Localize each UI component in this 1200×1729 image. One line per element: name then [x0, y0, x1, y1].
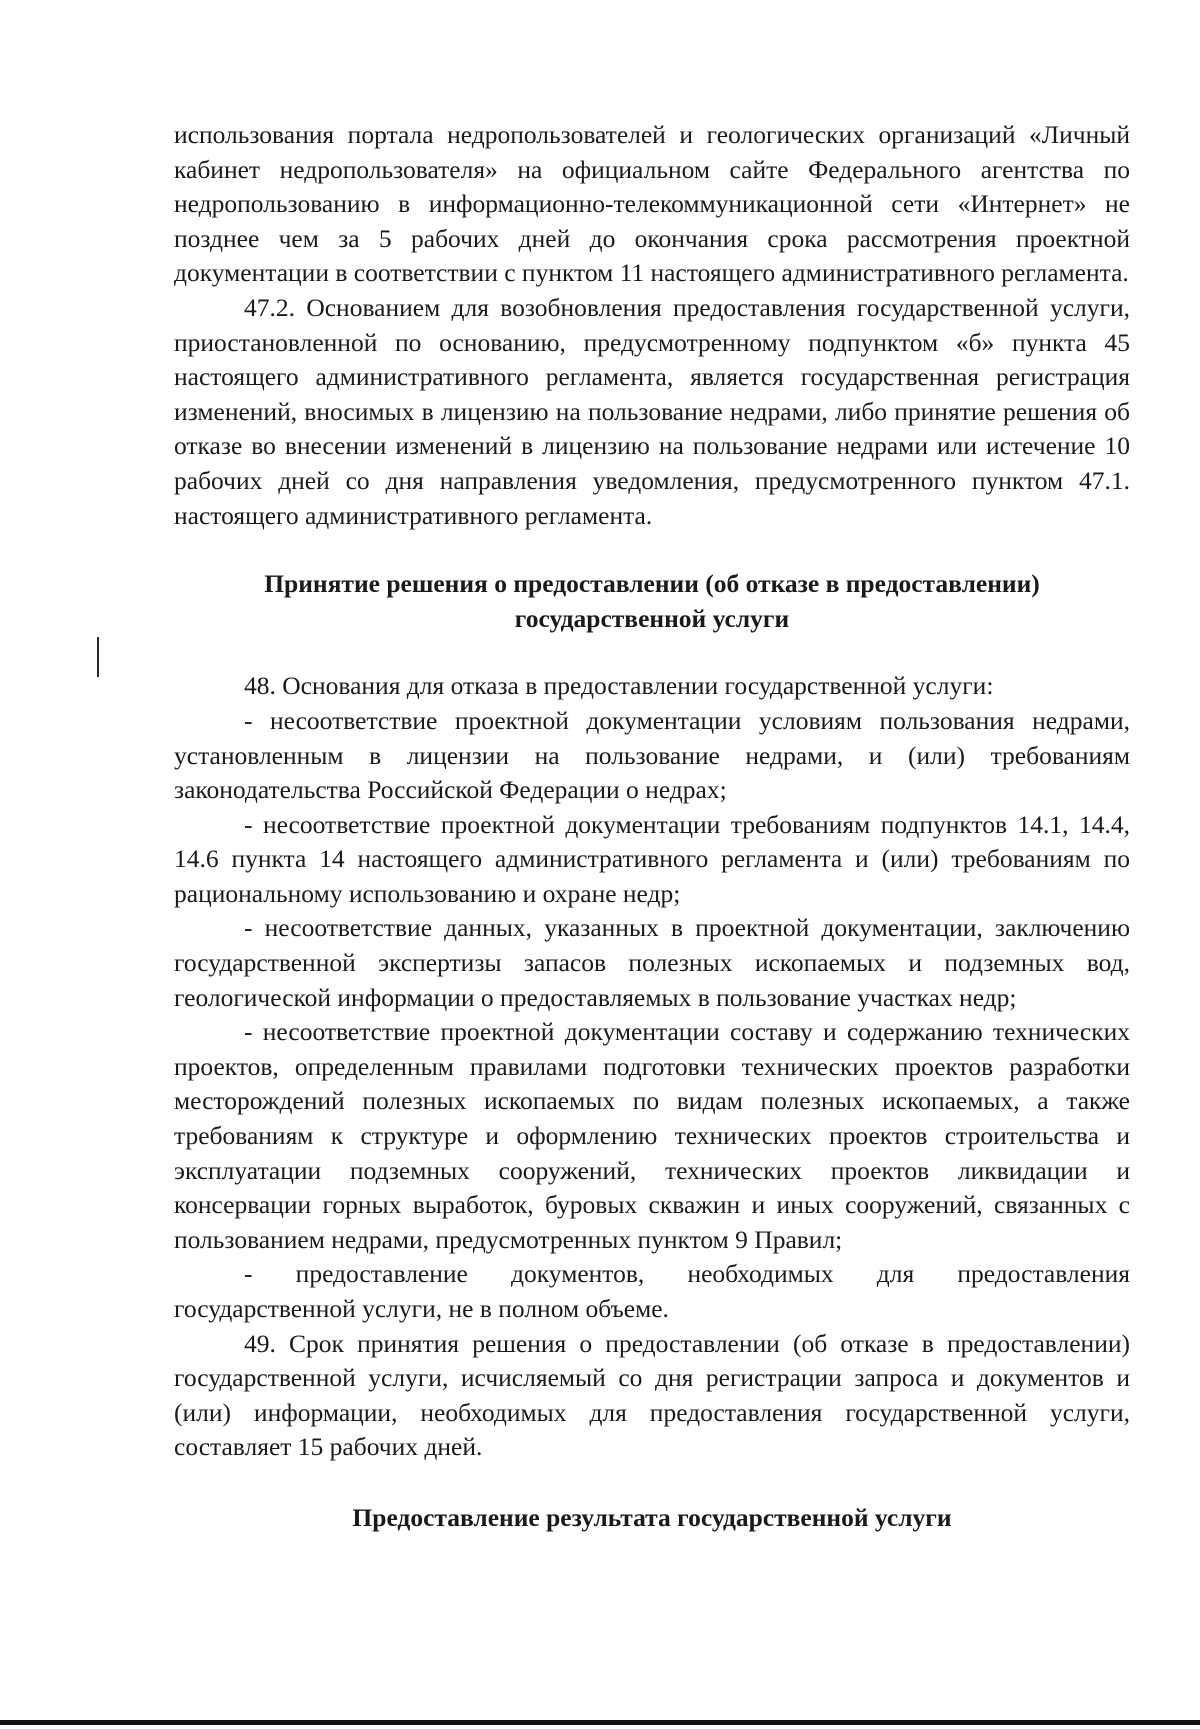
paragraph-47-2: 47.2. Основанием для возобновления предоставления государственной услуги, приостановленной по основанию, предусмотренному подпунктом «б» пункта 45 настоящего административного регламента, является государственная регистрация изменений, вносимых в лицензию на пользование недрами, либо принятие решения об отказе во внесении изменений в лицензию на пользование недрами или истечение 10 рабочих дней со дня направления уведомления, предусмотренного пунктом 47.1. настоящего административного регламента.: [174, 292, 1130, 530]
paragraph-48: 48. Основания для отказа в предоставлении государственной услуги:: [244, 671, 994, 701]
paragraph-49: 49. Срок принятия решения о предоставлении (об отказе в предоставлении) государственной услуги, исчисляемый со дня регистрации запроса и документов и (или) информации, необходимых для предоставления государственной услуги, составляет 15 рабочих дней.: [174, 1328, 1130, 1462]
document-page: [174, 118, 1130, 1536]
section-heading-decision-line2: государственной услуги: [514, 603, 790, 633]
paragraph-continuation: использования портала недропользователей и геологических организаций «Личный кабинет недропользователя» на официальном сайте Федерального агентства по недропользованию в информационно-телекоммуникационной сети «Интернет» не позднее чем за 5 рабочих дней до окончания срока рассмотрения проектной документации в соответствии с пунктом 11 настоящего административного регламента.: [174, 120, 1130, 288]
section-heading-result: Предоставление результата государственной услуги: [352, 1502, 952, 1532]
bottom-rule: [0, 1720, 1200, 1725]
section-heading-decision: [174, 567, 1130, 636]
margin-mark: [97, 637, 99, 677]
list-item-refusal-5: - предоставление документов, необходимых для предоставления государственной услуги, не в полном объеме.: [174, 1259, 1130, 1323]
list-item-refusal-2: - несоответствие проектной документации требованиям подпунктов 14.1, 14.4, 14.6 пункта 14 настоящего административного регламента и (или) требованиям по рациональному использованию и охране недр;: [174, 809, 1130, 908]
list-item-refusal-1: - несоответствие проектной документации условиям пользования недрами, установленным в лицензии на пользование недрами, и (или) требованиям законодательства Российской Федерации о недрах;: [174, 705, 1130, 805]
list-item-refusal-4: - несоответствие проектной документации составу и содержанию технических проектов, определенным правилами подготовки технических проектов разработки месторождений полезных ископаемых по видам полезных ископаемых, а также требованиям к структуре и оформлению технических проектов строительства и эксплуатации подземных сооружений, технических проектов ликвидации и консервации горных выработок, буровых скважин и иных сооружений, связанных с пользованием недрами, предусмотренных пунктом 9 Правил;: [174, 1017, 1130, 1254]
list-item-refusal-3: - несоответствие данных, указанных в проектной документации, заключению государственной экспертизы запасов полезных ископаемых и подземных вод, геологической информации о предоставляемых в пользование участках недр;: [174, 913, 1130, 1012]
section-heading-decision-line1: Принятие решения о предоставлении (об отказе в предоставлении): [264, 569, 1040, 599]
